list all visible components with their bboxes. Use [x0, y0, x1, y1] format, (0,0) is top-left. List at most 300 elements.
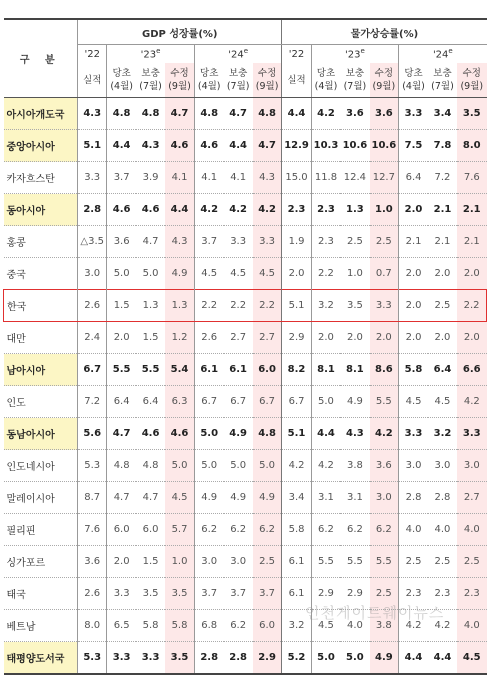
cpi-value: 2.9: [311, 578, 340, 610]
cpi-23-sub-0: 당초 (4월): [311, 63, 340, 98]
cpi-value: 4.9: [370, 642, 399, 675]
table-row: [4, 482, 487, 514]
cpi-value: 2.0: [311, 322, 340, 354]
cpi-value: 3.2: [311, 290, 340, 322]
cpi-24-sub-0: 당초 (4월): [399, 63, 428, 98]
cpi-value: 3.0: [399, 450, 428, 482]
gdp-value: 2.8: [224, 642, 253, 675]
gdp-value: 4.3: [253, 162, 282, 194]
gdp-value: 5.5: [107, 354, 136, 386]
cpi-value: 3.2: [428, 418, 457, 450]
region-name: 싱가포르: [4, 546, 78, 578]
cpi-value: 2.0: [428, 322, 457, 354]
gdp-value: 4.6: [165, 130, 194, 162]
gdp-value: 4.8: [253, 98, 282, 130]
gdp-value: 4.6: [194, 130, 223, 162]
cpi-value: 3.3: [399, 418, 428, 450]
region-name: 중앙아시아: [4, 130, 78, 162]
gdp-value: 4.7: [107, 418, 136, 450]
gdp-value: 2.0: [107, 546, 136, 578]
gdp-value: 4.2: [253, 194, 282, 226]
cpi-24-sub-2: 수정 (9월): [457, 63, 486, 98]
cpi-value: 2.3: [311, 194, 340, 226]
cpi-value: 5.8: [282, 514, 311, 546]
gdp-23-sub-2: 수정 (9월): [165, 63, 194, 98]
table-row: [4, 194, 487, 226]
gdp-24-sub-1: 보충 (7월): [224, 63, 253, 98]
gdp-value: 4.6: [136, 194, 165, 226]
cpi-value: 5.0: [311, 642, 340, 675]
gdp-value: 5.3: [78, 642, 107, 675]
gdp-value: 5.3: [78, 450, 107, 482]
gdp-value: 4.3: [165, 226, 194, 258]
gdp-value: 2.2: [194, 290, 223, 322]
cpi-value: 2.5: [370, 226, 399, 258]
cpi-value: 2.0: [428, 258, 457, 290]
cpi-value: 12.4: [340, 162, 369, 194]
cpi-value: 7.6: [457, 162, 486, 194]
cpi-24-sub-1: 보충 (7월): [428, 63, 457, 98]
gdp-value: 3.3: [253, 226, 282, 258]
cpi-value: 2.1: [428, 226, 457, 258]
gdp-value: 4.4: [107, 130, 136, 162]
table-row: [4, 514, 487, 546]
cpi-value: 5.8: [399, 354, 428, 386]
watermark: 인천게이트웨이뉴스: [305, 604, 445, 622]
cpi-value: 6.2: [340, 514, 369, 546]
gdp-value: 3.3: [224, 226, 253, 258]
gdp-value: 4.8: [253, 418, 282, 450]
gdp-year-24: '24e: [194, 45, 282, 64]
cpi-value: 2.0: [340, 322, 369, 354]
cpi-value: 2.1: [399, 226, 428, 258]
cpi-value: 2.2: [457, 290, 486, 322]
gdp-value: 2.6: [78, 290, 107, 322]
gdp-value: 3.7: [194, 226, 223, 258]
gdp-value: 4.1: [194, 162, 223, 194]
gdp-value: 6.0: [253, 354, 282, 386]
gdp-value: 2.8: [78, 194, 107, 226]
gdp-value: 2.6: [194, 322, 223, 354]
cpi-value: 2.5: [428, 546, 457, 578]
gdp-value: 2.4: [78, 322, 107, 354]
gdp-value: 3.0: [78, 258, 107, 290]
gdp-value: 5.1: [78, 130, 107, 162]
cpi-actual-label: 실적: [282, 63, 311, 98]
cpi-value: 3.1: [340, 482, 369, 514]
cpi-value: 2.0: [399, 194, 428, 226]
cpi-value: 2.8: [399, 482, 428, 514]
cpi-year-24: '24e: [399, 45, 487, 64]
gdp-value: 1.5: [136, 322, 165, 354]
region-name: 태국: [4, 578, 78, 610]
gdp-value: 2.8: [194, 642, 223, 675]
cpi-value: 2.1: [457, 226, 486, 258]
cpi-value: 1.3: [340, 194, 369, 226]
cpi-value: 4.2: [428, 610, 457, 642]
cpi-value: 4.5: [399, 386, 428, 418]
cpi-value: 3.0: [428, 450, 457, 482]
cpi-value: 4.2: [457, 386, 486, 418]
cpi-value: 2.0: [399, 258, 428, 290]
gdp-24-sub-2: 수정 (9월): [253, 63, 282, 98]
cpi-value: 10.3: [311, 130, 340, 162]
cpi-value: 6.1: [282, 546, 311, 578]
gdp-value: 3.5: [165, 642, 194, 675]
region-name: 필리핀: [4, 514, 78, 546]
gdp-23-sub-0: 당초 (4월): [107, 63, 136, 98]
cpi-value: 3.8: [370, 610, 399, 642]
cpi-value: 2.5: [457, 546, 486, 578]
table-row: [4, 418, 487, 450]
cpi-value: 15.0: [282, 162, 311, 194]
cpi-value: 2.3: [428, 578, 457, 610]
cpi-value: 2.0: [457, 258, 486, 290]
gdp-value: 6.4: [107, 386, 136, 418]
cpi-value: 6.2: [311, 514, 340, 546]
cpi-value: 4.2: [282, 450, 311, 482]
gdp-value: 6.2: [194, 514, 223, 546]
header-cpi-title: 물가상승률(%): [282, 19, 487, 45]
cpi-value: 1.0: [370, 194, 399, 226]
cpi-value: 4.2: [399, 610, 428, 642]
gdp-value: 6.4: [136, 386, 165, 418]
cpi-value: 8.6: [370, 354, 399, 386]
region-name: 동남아시아: [4, 418, 78, 450]
cpi-value: 3.0: [457, 450, 486, 482]
cpi-value: 2.0: [399, 290, 428, 322]
cpi-value: 4.2: [311, 450, 340, 482]
gdp-value: 3.6: [78, 546, 107, 578]
gdp-value: 7.6: [78, 514, 107, 546]
cpi-value: 4.5: [457, 642, 486, 675]
cpi-value: 1.0: [340, 258, 369, 290]
gdp-value: 1.0: [165, 546, 194, 578]
cpi-value: 6.7: [282, 386, 311, 418]
cpi-value: 8.1: [340, 354, 369, 386]
gdp-value: 6.2: [224, 610, 253, 642]
gdp-value: 5.0: [194, 418, 223, 450]
cpi-value: 4.2: [311, 98, 340, 130]
gdp-value: 4.3: [78, 98, 107, 130]
cpi-value: 2.0: [370, 322, 399, 354]
cpi-value: 7.2: [428, 162, 457, 194]
gdp-value: 5.8: [165, 610, 194, 642]
gdp-value: 4.9: [253, 482, 282, 514]
table-row: [4, 450, 487, 482]
gdp-value: 4.5: [194, 258, 223, 290]
region-name: 대만: [4, 322, 78, 354]
gdp-value: 1.3: [165, 290, 194, 322]
cpi-value: 6.4: [428, 354, 457, 386]
cpi-value: 4.0: [428, 514, 457, 546]
cpi-value: 10.6: [340, 130, 369, 162]
gdp-value: 3.3: [136, 642, 165, 675]
gdp-value: 4.1: [165, 162, 194, 194]
region-name: 인도네시아: [4, 450, 78, 482]
gdp-value: 4.7: [165, 98, 194, 130]
cpi-value: 12.7: [370, 162, 399, 194]
gdp-value: 6.2: [224, 514, 253, 546]
gdp-value: 1.5: [136, 546, 165, 578]
gdp-value: 4.6: [165, 418, 194, 450]
region-name: 말레이시아: [4, 482, 78, 514]
cpi-value: 2.2: [311, 258, 340, 290]
cpi-value: 2.3: [399, 578, 428, 610]
cpi-value: 3.6: [340, 98, 369, 130]
cpi-value: 6.2: [370, 514, 399, 546]
gdp-value: 4.3: [136, 130, 165, 162]
table-row: [4, 226, 487, 258]
cpi-value: 2.5: [428, 290, 457, 322]
gdp-value: 5.4: [165, 354, 194, 386]
cpi-value: 4.9: [340, 386, 369, 418]
gdp-24-sub-0: 당초 (4월): [194, 63, 223, 98]
gdp-value: 4.2: [194, 194, 223, 226]
cpi-value: 3.3: [370, 290, 399, 322]
cpi-value: 4.0: [457, 610, 486, 642]
cpi-value: 5.2: [282, 642, 311, 675]
gdp-value: 3.0: [224, 546, 253, 578]
cpi-value: 8.1: [311, 354, 340, 386]
gdp-value: 6.0: [136, 514, 165, 546]
region-name: 카자흐스탄: [4, 162, 78, 194]
table-row: [4, 642, 487, 675]
cpi-value: 7.8: [428, 130, 457, 162]
cpi-value: 2.5: [370, 578, 399, 610]
cpi-23-sub-1: 보충 (7월): [340, 63, 369, 98]
cpi-value: 2.3: [311, 226, 340, 258]
cpi-value: 2.0: [399, 322, 428, 354]
region-name: 태평양도서국: [4, 642, 78, 675]
cpi-value: 6.1: [282, 578, 311, 610]
cpi-value: 3.0: [370, 482, 399, 514]
gdp-value: 2.7: [253, 322, 282, 354]
cpi-value: 2.5: [399, 546, 428, 578]
cpi-value: 2.0: [282, 258, 311, 290]
table-body: [4, 98, 487, 675]
gdp-value: 6.2: [253, 514, 282, 546]
cpi-value: 2.9: [282, 322, 311, 354]
cpi-value: 5.1: [282, 290, 311, 322]
cpi-value: 11.8: [311, 162, 340, 194]
cpi-value: 3.2: [282, 610, 311, 642]
cpi-value: 3.6: [370, 98, 399, 130]
gdp-value: 6.0: [253, 610, 282, 642]
cpi-year-23: '23e: [311, 45, 399, 64]
gdp-value: 2.7: [224, 322, 253, 354]
cpi-value: 2.3: [457, 578, 486, 610]
cpi-value: 5.5: [370, 386, 399, 418]
cpi-value: 7.5: [399, 130, 428, 162]
cpi-value: 8.2: [282, 354, 311, 386]
gdp-value: 3.7: [224, 578, 253, 610]
cpi-value: 1.9: [282, 226, 311, 258]
cpi-value: 5.5: [370, 546, 399, 578]
gdp-value: 7.2: [78, 386, 107, 418]
gdp-value: 6.1: [224, 354, 253, 386]
gdp-value: 4.4: [224, 130, 253, 162]
gdp-value: 6.3: [165, 386, 194, 418]
gdp-value: 4.6: [136, 418, 165, 450]
gdp-value: 5.6: [78, 418, 107, 450]
gdp-value: 3.6: [107, 226, 136, 258]
estimate-mark: e: [360, 47, 365, 56]
gdp-value: 4.7: [107, 482, 136, 514]
cpi-value: 4.5: [428, 386, 457, 418]
cpi-value: 3.3: [399, 98, 428, 130]
gdp-value: 5.5: [136, 354, 165, 386]
gdp-value: 4.8: [107, 450, 136, 482]
cpi-value: 2.7: [457, 482, 486, 514]
table-row: [4, 354, 487, 386]
gdp-value: 1.3: [136, 290, 165, 322]
cpi-value: 10.6: [370, 130, 399, 162]
gdp-value: 3.0: [194, 546, 223, 578]
cpi-value: 2.1: [457, 194, 486, 226]
gdp-value: 2.0: [107, 322, 136, 354]
cpi-value: 2.3: [282, 194, 311, 226]
cpi-value: 3.4: [428, 98, 457, 130]
cpi-value: 2.9: [340, 578, 369, 610]
gdp-value: 3.5: [136, 578, 165, 610]
gdp-value: 3.3: [107, 578, 136, 610]
gdp-value: 4.5: [165, 482, 194, 514]
table-row: [4, 290, 487, 322]
gdp-value: 6.7: [194, 386, 223, 418]
cpi-value: 5.1: [282, 418, 311, 450]
cpi-year-22: '22: [282, 45, 311, 64]
gdp-value: △3.5: [78, 226, 107, 258]
cpi-value: 4.0: [399, 514, 428, 546]
cpi-value: 4.4: [399, 642, 428, 675]
cpi-value: 6.6: [457, 354, 486, 386]
gdp-value: 3.7: [107, 162, 136, 194]
header-gubun: 구 분: [4, 19, 78, 98]
gdp-value: 3.9: [136, 162, 165, 194]
gdp-value: 5.7: [165, 514, 194, 546]
gdp-value: 6.7: [253, 386, 282, 418]
gdp-value: 6.7: [224, 386, 253, 418]
cpi-value: 5.5: [340, 546, 369, 578]
forecast-table: [3, 18, 487, 675]
gdp-value: 5.0: [107, 258, 136, 290]
gdp-value: 4.6: [107, 194, 136, 226]
gdp-value: 4.5: [224, 258, 253, 290]
gdp-value: 4.7: [136, 226, 165, 258]
region-name: 인도: [4, 386, 78, 418]
gdp-value: 4.9: [194, 482, 223, 514]
gdp-year-23: '23e: [107, 45, 195, 64]
table-row: [4, 130, 487, 162]
cpi-value: 4.4: [428, 642, 457, 675]
gdp-value: 4.8: [136, 98, 165, 130]
cpi-value: 3.5: [457, 98, 486, 130]
gdp-value: 2.2: [253, 290, 282, 322]
gdp-value: 6.1: [194, 354, 223, 386]
estimate-mark: e: [156, 47, 161, 56]
gdp-value: 3.3: [107, 642, 136, 675]
gdp-value: 5.0: [194, 450, 223, 482]
gdp-value: 4.9: [224, 482, 253, 514]
cpi-value: 3.1: [311, 482, 340, 514]
gdp-value: 8.0: [78, 610, 107, 642]
cpi-value: 3.4: [282, 482, 311, 514]
table-row: [4, 386, 487, 418]
region-name: 한국: [4, 290, 78, 322]
gdp-value: 4.7: [224, 98, 253, 130]
cpi-value: 3.3: [457, 418, 486, 450]
gdp-value: 5.0: [136, 258, 165, 290]
cpi-value: 2.0: [457, 322, 486, 354]
cpi-value: 3.8: [340, 450, 369, 482]
gdp-value: 2.6: [78, 578, 107, 610]
gdp-value: 4.8: [194, 98, 223, 130]
gdp-value: 4.8: [136, 450, 165, 482]
table-row: [4, 322, 487, 354]
gdp-value: 4.8: [107, 98, 136, 130]
gdp-value: 4.5: [253, 258, 282, 290]
gdp-value: 3.7: [253, 578, 282, 610]
gdp-value: 3.7: [194, 578, 223, 610]
gdp-value: 1.2: [165, 322, 194, 354]
cpi-value: 0.7: [370, 258, 399, 290]
region-name: 홍콩: [4, 226, 78, 258]
region-name: 아시아개도국: [4, 98, 78, 130]
cpi-value: 4.0: [340, 610, 369, 642]
cpi-value: 4.4: [282, 98, 311, 130]
cpi-value: 2.5: [340, 226, 369, 258]
estimate-mark: e: [448, 47, 453, 56]
gdp-value: 4.1: [224, 162, 253, 194]
gdp-value: 4.7: [136, 482, 165, 514]
gdp-value: 6.5: [107, 610, 136, 642]
region-name: 동아시아: [4, 194, 78, 226]
gdp-value: 2.5: [253, 546, 282, 578]
gdp-value: 4.7: [253, 130, 282, 162]
header-gdp-title: GDP 성장률(%): [78, 19, 282, 45]
cpi-value: 2.1: [428, 194, 457, 226]
estimate-mark: e: [243, 47, 249, 56]
table-row: [4, 162, 487, 194]
gdp-value: 2.2: [224, 290, 253, 322]
cpi-value: 5.0: [340, 642, 369, 675]
cpi-value: 6.4: [399, 162, 428, 194]
gdp-value: 5.0: [224, 450, 253, 482]
gdp-23-sub-1: 보충 (7월): [136, 63, 165, 98]
gdp-value: 1.5: [107, 290, 136, 322]
table-row: [4, 98, 487, 130]
gdp-value: 6.7: [78, 354, 107, 386]
gdp-value: 4.4: [165, 194, 194, 226]
cpi-value: 4.5: [311, 610, 340, 642]
gdp-value: 2.9: [253, 642, 282, 675]
cpi-value: 5.5: [311, 546, 340, 578]
gdp-value: 4.9: [165, 258, 194, 290]
cpi-23-sub-2: 수정 (9월): [370, 63, 399, 98]
table-row: [4, 258, 487, 290]
cpi-value: 4.4: [311, 418, 340, 450]
cpi-value: 3.5: [340, 290, 369, 322]
gdp-value: 6.0: [107, 514, 136, 546]
gdp-value: 3.5: [165, 578, 194, 610]
gdp-value: 3.3: [78, 162, 107, 194]
region-name: 베트남: [4, 610, 78, 642]
cpi-value: 12.9: [282, 130, 311, 162]
gdp-value: 8.7: [78, 482, 107, 514]
gdp-value: 5.8: [136, 610, 165, 642]
cpi-value: 2.8: [428, 482, 457, 514]
